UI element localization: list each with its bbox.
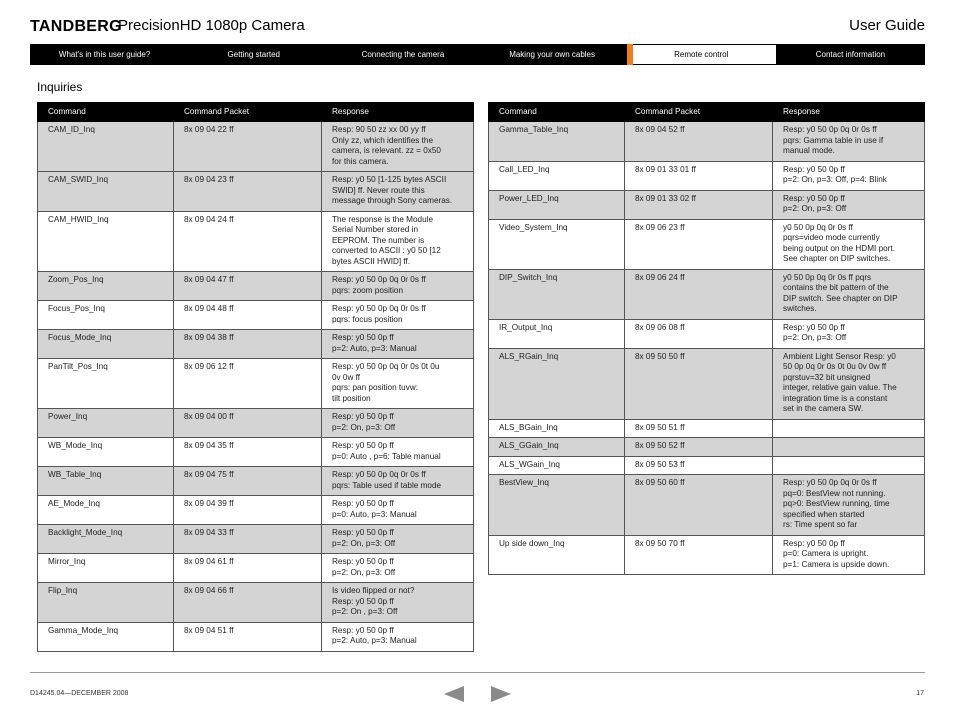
packet-cell: 8x 09 50 53 ff (625, 456, 773, 475)
inquiries-table-left (37, 102, 474, 652)
packet-cell: 8x 09 01 33 01 ff (625, 161, 773, 190)
command-cell: CAM_SWID_Inq (38, 172, 174, 212)
table-row (489, 348, 925, 419)
table-row (489, 190, 925, 219)
brand-logo: TANDBERG (30, 18, 122, 35)
table-row (489, 319, 925, 348)
response-cell: Resp: y0 50 0p ff p=0: Camera is upright. p=1: Camera is upside down. (773, 535, 925, 575)
arrow-left-icon (444, 686, 464, 702)
command-cell: Video_System_Inq (489, 219, 625, 269)
guide-title: User Guide (849, 17, 925, 34)
response-cell: Resp: y0 50 0p ff p=2: Auto, p=3: Manual (322, 622, 474, 651)
response-cell: Ambient Light Sensor Resp: y0 50 0p 0q 0r 0s 0t 0u 0v 0w ff pqrstuv=32 bit unsigned integer, relative gain value. The integration time is a constant set in the camera SW. (773, 348, 925, 419)
response-cell: Resp: y0 50 0p ff p=2: On, p=3: Off (322, 409, 474, 438)
table-row (38, 496, 474, 525)
footer-divider (30, 672, 925, 673)
packet-cell: 8x 09 04 51 ff (174, 622, 322, 651)
nav-tab-contact-information[interactable]: Contact information (815, 50, 886, 59)
next-page-button[interactable] (491, 686, 511, 707)
packet-cell: 8x 09 04 47 ff (174, 272, 322, 301)
page-header (30, 17, 925, 41)
command-cell: DIP_Switch_Inq (489, 269, 625, 319)
response-cell: Resp: y0 50 [1-125 bytes ASCII SWID] ff. Never route this message through Sony cameras. (322, 172, 474, 212)
column-header-response: Response (322, 103, 474, 122)
table-row (38, 301, 474, 330)
column-header-packet: Command Packet (625, 103, 773, 122)
command-cell: PanTilt_Pos_Inq (38, 359, 174, 409)
product-title: PrecisionHD 1080p Camera (118, 17, 305, 34)
command-cell: Zoom_Pos_Inq (38, 272, 174, 301)
response-cell: Resp: y0 50 0p 0q 0r 0s ff pqrs: focus position (322, 301, 474, 330)
packet-cell: 8x 09 06 23 ff (625, 219, 773, 269)
command-cell: Mirror_Inq (38, 554, 174, 583)
command-cell: ALS_GGain_Inq (489, 438, 625, 457)
command-cell: BestView_Inq (489, 475, 625, 536)
response-cell: Resp: y0 50 0p ff p=0: Auto , p=6: Table manual (322, 438, 474, 467)
table-row (38, 272, 474, 301)
response-cell: Resp: 90 50 zz xx 00 yy ff Only zz, which identifies the camera, is relevant. zz = 0x50 for this camera. (322, 122, 474, 172)
command-cell: Gamma_Mode_Inq (38, 622, 174, 651)
packet-cell: 8x 09 04 00 ff (174, 409, 322, 438)
command-cell: Focus_Pos_Inq (38, 301, 174, 330)
packet-cell: 8x 09 06 12 ff (174, 359, 322, 409)
response-cell (773, 456, 925, 475)
command-cell: Call_LED_Inq (489, 161, 625, 190)
command-cell: Focus_Mode_Inq (38, 330, 174, 359)
response-cell: Resp: y0 50 0p ff p=2: On, p=3: Off, p=4: Blink (773, 161, 925, 190)
packet-cell: 8x 09 50 51 ff (625, 419, 773, 438)
response-cell: Resp: y0 50 0p ff p=2: On, p=3: Off (773, 319, 925, 348)
table-row (38, 172, 474, 212)
packet-cell: 8x 09 04 66 ff (174, 583, 322, 623)
nav-tab-what-s-in-this-user-guide[interactable]: What's in this user guide? (58, 50, 151, 59)
table-row (489, 122, 925, 162)
packet-cell: 8x 09 04 24 ff (174, 211, 322, 272)
response-cell: Resp: y0 50 0p 0q 0r 0s ff pqrs: Gamma table in use if manual mode. (773, 122, 925, 162)
command-cell: Gamma_Table_Inq (489, 122, 625, 162)
nav-tab-making-your-own-cables[interactable]: Making your own cables (509, 50, 596, 59)
table-row (489, 535, 925, 575)
response-cell: Is video flipped or not? Resp: y0 50 0p ff p=2: On , p=3: Off (322, 583, 474, 623)
response-cell (773, 438, 925, 457)
packet-cell: 8x 09 06 24 ff (625, 269, 773, 319)
table-row (38, 525, 474, 554)
packet-cell: 8x 09 06 08 ff (625, 319, 773, 348)
table-row (489, 456, 925, 475)
table-row (38, 409, 474, 438)
packet-cell: 8x 09 01 33 02 ff (625, 190, 773, 219)
section-title: Inquiries (37, 80, 83, 94)
packet-cell: 8x 09 50 60 ff (625, 475, 773, 536)
chapter-nav (30, 44, 925, 65)
response-cell: y0 50 0p 0q 0r 0s ff pqrs=video mode currently being output on the HDMI port. See chapter on DIP switches. (773, 219, 925, 269)
table-row (38, 211, 474, 272)
table-row (38, 467, 474, 496)
packet-cell: 8x 09 04 33 ff (174, 525, 322, 554)
command-cell: IR_Output_Inq (489, 319, 625, 348)
table-row (38, 622, 474, 651)
table-row (489, 161, 925, 190)
inquiries-table-right (488, 102, 925, 575)
packet-cell: 8x 09 04 35 ff (174, 438, 322, 467)
response-cell: y0 50 0p 0q 0r 0s ff pqrs contains the bit pattern of the DIP switch. See chapter on DIP switches. (773, 269, 925, 319)
nav-tab-connecting-the-camera[interactable]: Connecting the camera (361, 50, 445, 59)
packet-cell: 8x 09 04 61 ff (174, 554, 322, 583)
command-cell: CAM_HWID_Inq (38, 211, 174, 272)
packet-cell: 8x 09 04 39 ff (174, 496, 322, 525)
packet-cell: 8x 09 04 52 ff (625, 122, 773, 162)
command-cell: Power_LED_Inq (489, 190, 625, 219)
table-row (489, 269, 925, 319)
page-number: 17 (916, 690, 924, 697)
command-cell: Power_Inq (38, 409, 174, 438)
command-cell: Flip_Inq (38, 583, 174, 623)
response-cell: Resp: y0 50 0p ff p=0: Auto, p=3: Manual (322, 496, 474, 525)
table-row (489, 219, 925, 269)
column-header-command: Command (489, 103, 625, 122)
response-cell: The response is the Module Serial Number stored in EEPROM. The number is converted to ASCII : y0 50 [12 bytes ASCII HWID] ff. (322, 211, 474, 272)
response-cell: Resp: y0 50 0p 0q 0r 0s ff pq=0: BestView not running. pq>0: BestView running, time specified when started rs: Time spent so far (773, 475, 925, 536)
command-cell: WB_Table_Inq (38, 467, 174, 496)
command-cell: CAM_ID_Inq (38, 122, 174, 172)
command-cell: Backlight_Mode_Inq (38, 525, 174, 554)
packet-cell: 8x 09 50 52 ff (625, 438, 773, 457)
nav-tab-getting-started[interactable]: Getting started (227, 50, 280, 59)
document-id: D14245.04—DECEMBER 2008 (30, 690, 129, 697)
arrow-right-icon (491, 686, 511, 702)
response-cell: Resp: y0 50 0p 0q 0r 0s 0t 0u 0v 0w ff pqrs: pan position tuvw: tilt position (322, 359, 474, 409)
command-cell: AE_Mode_Inq (38, 496, 174, 525)
table-row (38, 583, 474, 623)
packet-cell: 8x 09 50 70 ff (625, 535, 773, 575)
table-row (38, 359, 474, 409)
table-row (489, 475, 925, 536)
command-cell: ALS_RGain_Inq (489, 348, 625, 419)
table-row (38, 438, 474, 467)
response-cell: Resp: y0 50 0p 0q 0r 0s ff pqrs: zoom position (322, 272, 474, 301)
packet-cell: 8x 09 04 38 ff (174, 330, 322, 359)
packet-cell: 8x 09 50 50 ff (625, 348, 773, 419)
response-cell: Resp: y0 50 0p 0q 0r 0s ff pqrs: Table used if table mode (322, 467, 474, 496)
table-row (38, 554, 474, 583)
column-header-packet: Command Packet (174, 103, 322, 122)
packet-cell: 8x 09 04 48 ff (174, 301, 322, 330)
response-cell (773, 419, 925, 438)
table-row (38, 330, 474, 359)
packet-cell: 8x 09 04 23 ff (174, 172, 322, 212)
response-cell: Resp: y0 50 0p ff p=2: On, p=3: Off (773, 190, 925, 219)
column-header-response: Response (773, 103, 925, 122)
command-cell: ALS_BGain_Inq (489, 419, 625, 438)
response-cell: Resp: y0 50 0p ff p=2: On, p=3: Off (322, 525, 474, 554)
column-header-command: Command (38, 103, 174, 122)
table-row (489, 419, 925, 438)
response-cell: Resp: y0 50 0p ff p=2: Auto, p=3: Manual (322, 330, 474, 359)
packet-cell: 8x 09 04 75 ff (174, 467, 322, 496)
previous-page-button[interactable] (444, 686, 464, 707)
command-cell: ALS_WGain_Inq (489, 456, 625, 475)
table-row (38, 122, 474, 172)
command-cell: Up side down_Inq (489, 535, 625, 575)
command-cell: WB_Mode_Inq (38, 438, 174, 467)
table-row (489, 438, 925, 457)
packet-cell: 8x 09 04 22 ff (174, 122, 322, 172)
response-cell: Resp: y0 50 0p ff p=2: On, p=3: Off (322, 554, 474, 583)
nav-tab-remote-control[interactable]: Remote control (627, 44, 776, 65)
